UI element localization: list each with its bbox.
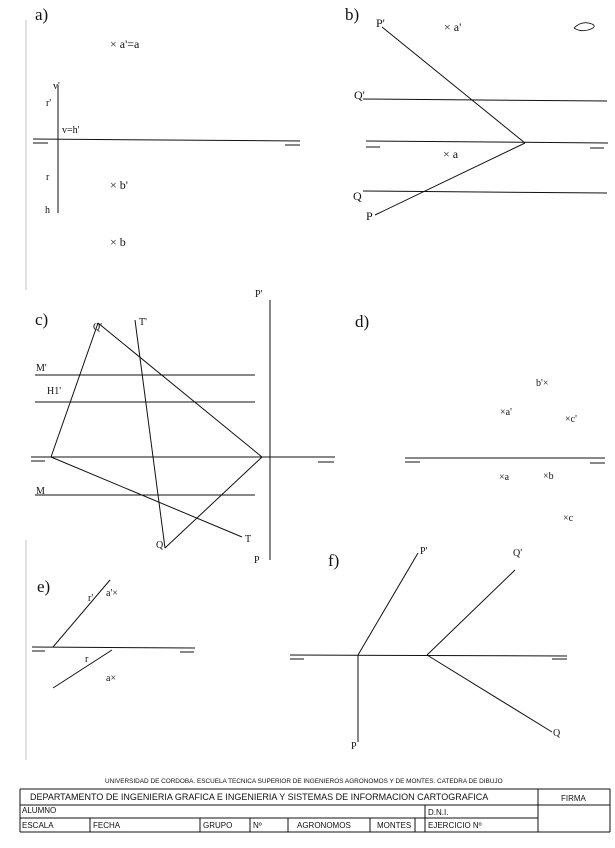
point-d-a-prime: ×a' xyxy=(500,407,512,418)
point-c-m-prime: M' xyxy=(36,363,47,374)
ground-line-a xyxy=(33,139,300,141)
grupo-label: GRUPO xyxy=(203,821,233,830)
line-r xyxy=(53,650,112,688)
point-b-a-prime: × a' xyxy=(444,20,462,34)
point-f-q: Q xyxy=(553,728,561,739)
point-c-q-prime: Q' xyxy=(93,322,103,333)
point-e-r-prime: r' xyxy=(88,593,94,604)
point-r: r xyxy=(46,172,50,183)
department-heading: DEPARTAMENTO DE INGENIERIA GRAFICA E INGENIERIA Y SISTEMAS DE INFORMACION CARTOGRAFICA xyxy=(30,792,489,802)
point-r-prime: r' xyxy=(46,98,52,109)
point-e-r: r xyxy=(85,654,89,665)
point-f-p: P xyxy=(351,741,357,752)
point-c-q: Q xyxy=(156,540,164,551)
point-b-q-prime: Q' xyxy=(354,88,365,102)
ground-line-e xyxy=(32,647,195,648)
trace-p-prime xyxy=(382,27,525,143)
panel-d-label: d) xyxy=(355,312,370,331)
montes-label: MONTES xyxy=(377,821,412,830)
point-v-prime: v' xyxy=(53,81,60,92)
firma-label: FIRMA xyxy=(561,794,586,803)
point-d-b-prime: b'× xyxy=(536,378,549,389)
point-c-t-prime: T' xyxy=(139,317,147,328)
point-e-a: a× xyxy=(106,673,117,684)
point-h: h xyxy=(45,205,50,216)
alumno-label: ALUMNO xyxy=(22,806,57,815)
point-d-b: ×b xyxy=(543,471,554,482)
point-b: × b xyxy=(110,235,126,249)
point-b-q: Q xyxy=(353,189,362,203)
panel-e-label: e) xyxy=(37,577,51,596)
dni-label: D.N.I. xyxy=(428,808,449,817)
panel-b-label: b) xyxy=(345,5,360,24)
mark-scribble xyxy=(574,23,594,31)
university-heading: UNIVERSIDAD DE CORDOBA. ESCUELA TECNICA SUPERIOR DE INGENIEROS AGRONOMOS Y DE MONTES. CATEDRA DE DIBUJO xyxy=(105,778,503,785)
point-a-prime-eq-a: × a'=a xyxy=(110,37,140,51)
panel-c-label: c) xyxy=(35,310,49,329)
point-f-p-prime: P' xyxy=(420,546,428,557)
ejercicio-label: EJERCICIO Nº xyxy=(428,821,482,830)
trace-t-prime xyxy=(135,317,165,548)
panel-f-label: f) xyxy=(328,551,340,570)
point-f-q-prime: Q' xyxy=(513,548,523,559)
point-b-p: P xyxy=(366,209,373,223)
trace-fq xyxy=(427,570,515,655)
line-q-prime xyxy=(363,99,607,101)
fecha-label: FECHA xyxy=(93,821,121,830)
point-c-p: P xyxy=(254,555,260,566)
agronomos-label: AGRONOMOS xyxy=(297,821,351,830)
ground-line-b xyxy=(366,141,608,143)
point-e-a-prime: a'× xyxy=(106,588,118,599)
point-b-prime: × b' xyxy=(110,178,128,192)
point-d-c: ×c xyxy=(563,513,574,524)
escala-label: ESCALA xyxy=(22,821,54,830)
point-v-eq-h: v=h' xyxy=(62,125,80,136)
line-r-prime xyxy=(53,580,110,647)
numero-label: Nº xyxy=(253,821,262,830)
point-c-h1-prime: H1' xyxy=(47,386,62,397)
point-d-a: ×a xyxy=(499,472,510,483)
point-b-a: × a xyxy=(443,147,459,161)
point-d-c-prime: ×c' xyxy=(565,414,577,425)
panel-a-label: a) xyxy=(35,5,49,24)
point-c-p-prime: P' xyxy=(255,289,263,300)
point-c-t: T xyxy=(245,534,252,545)
point-c-m: M xyxy=(36,486,45,497)
line-q xyxy=(363,191,607,193)
point-b-p-prime: P' xyxy=(376,16,385,30)
